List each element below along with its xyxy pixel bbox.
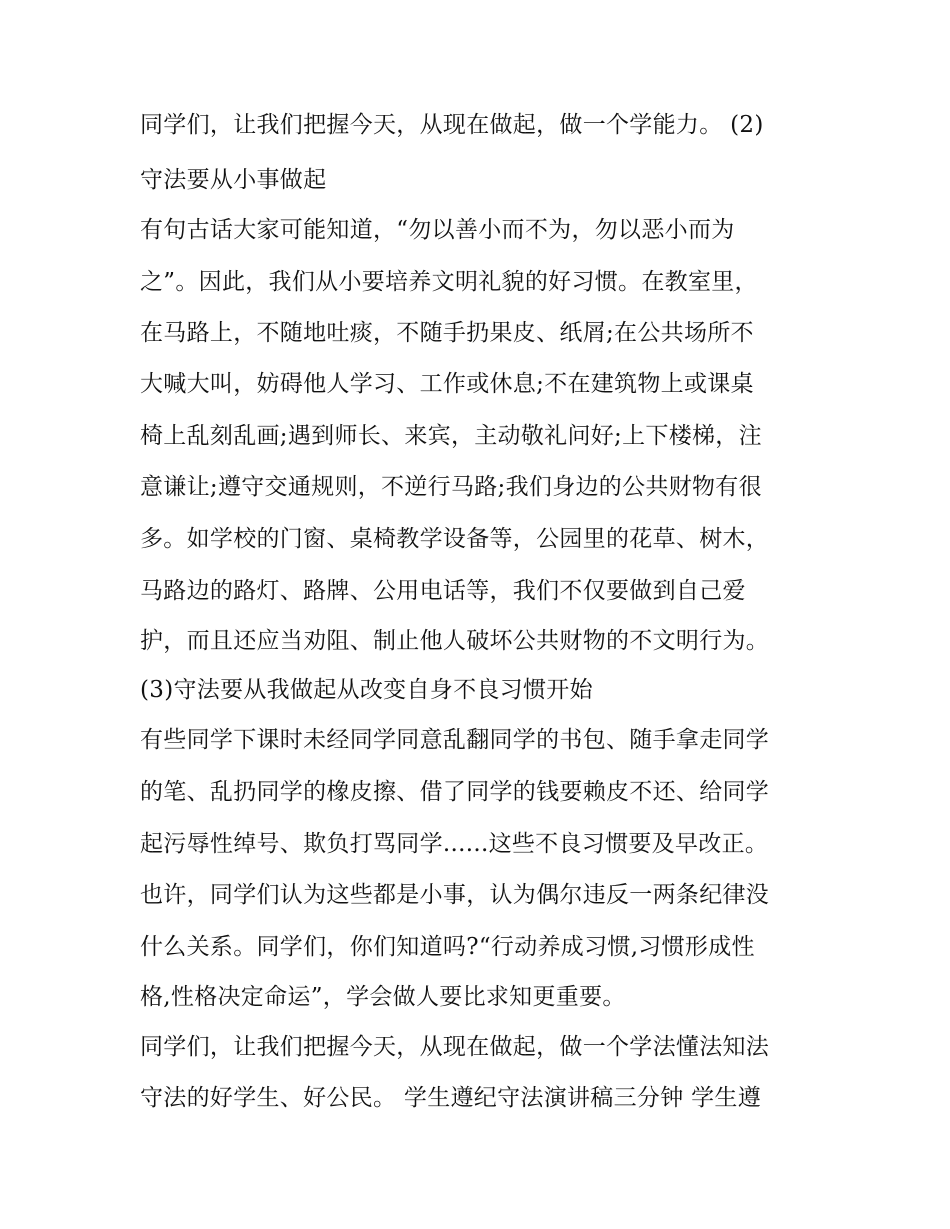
text-line: 椅上乱刻乱画;遇到师长、来宾，主动敬礼问好;上下楼梯，注 [140, 423, 762, 449]
text-line: 起污辱性绰号、欺负打骂同学......这些不良习惯要及早改正。 [140, 831, 769, 857]
text-line: 多。如学校的门窗、桌椅教学设备等，公园里的花草、树木， [140, 526, 770, 552]
text-line: 在马路上，不随地吐痰，不随手扔果皮、纸屑;在公共场所不 [140, 320, 754, 346]
text-line: 什么关系。同学们，你们知道吗?“行动养成习惯,习惯形成性 [140, 934, 755, 960]
text-line: 有些同学下课时未经同学同意乱翻同学的书包、随手拿走同学 [140, 727, 770, 753]
text-line: 守法要从小事做起 [140, 167, 327, 193]
text-line: 也许，同学们认为这些都是小事，认为偶尔违反一两条纪律没 [140, 882, 770, 908]
text-line: (3)守法要从我做起从改变自身不良习惯开始 [140, 677, 593, 703]
text-line: 有句古话大家可能知道，“勿以善小而不为，勿以恶小而为 [140, 217, 735, 243]
text-line: 意谦让;遵守交通规则，不逆行马路;我们身边的公共财物有很 [140, 474, 762, 500]
text-line: 守法的好学生、好公民。 学生遵纪守法演讲稿三分钟 学生遵 [140, 1085, 762, 1111]
text-line: 格,性格决定命运”，学会做人要比求知更重要。 [140, 984, 626, 1010]
text-line: 大喊大叫，妨碍他人学习、工作或休息;不在建筑物上或课桌 [140, 371, 754, 397]
text-line: 同学们，让我们把握今天，从现在做起，做一个学法懂法知法 [140, 1034, 770, 1060]
text-line: 的笔、乱扔同学的橡皮擦、借了同学的钱要赖皮不还、给同学 [140, 779, 770, 805]
text-line: 同学们，让我们把握今天，从现在做起，做一个学能力。 (2) [140, 112, 764, 138]
text-line: 马路边的路灯、路牌、公用电话等，我们不仅要做到自己爱 [140, 578, 746, 604]
text-line: 之”。因此，我们从小要培养文明礼貌的好习惯。在教室里， [140, 269, 758, 295]
text-line: 护，而且还应当劝阻、制止他人破坏公共财物的不文明行为。 [140, 628, 770, 654]
